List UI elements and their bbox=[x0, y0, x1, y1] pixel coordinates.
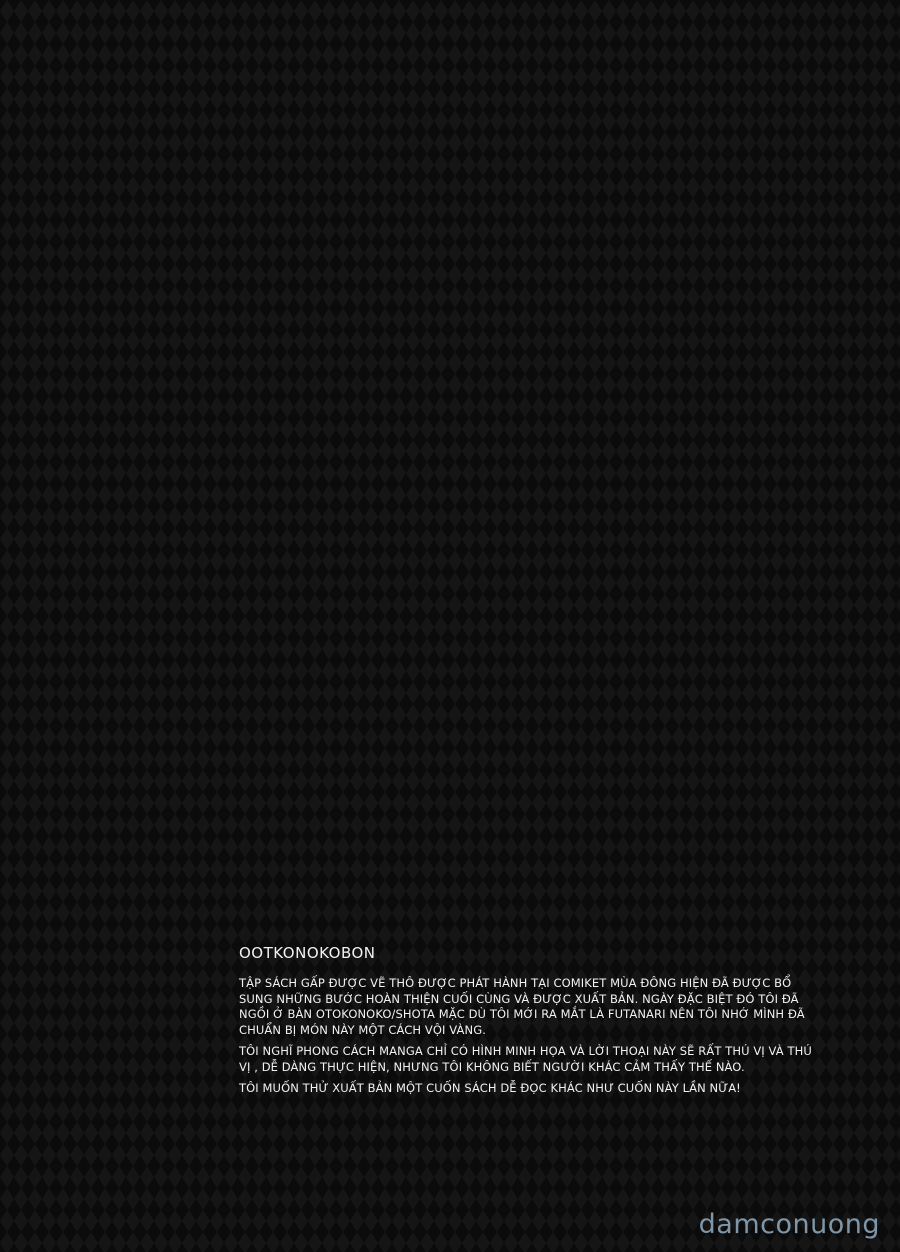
afterword-paragraph-1: TẬP SÁCH GẤP ĐƯỢC VẼ THÔ ĐƯỢC PHÁT HÀNH TẠI COMIKET MÙA ĐÔNG HIỆN ĐÃ ĐƯỢC BỔ SUNG NHỮNG BƯỚC HOÀN THIỆN CUỐI CÙNG VÀ ĐƯỢC XUẤT BẢN. NGÀY ĐẶC BIỆT ĐÓ TÔI ĐÃ NGỒI Ở BÀN OTOKONOKO/SHOTA MẶC DÙ TÔI MỚI RA MẮT LÀ FUTANARI NÊN TÔI NHỚ MÌNH ĐÃ CHUẨN BỊ MÓN NÀY MỘT CÁCH VỘI VÀNG. bbox=[239, 976, 805, 1037]
afterword-block bbox=[239, 944, 819, 1103]
site-watermark: damconuong bbox=[698, 1209, 880, 1240]
afterword-paragraph-2: TÔI NGHĨ PHONG CÁCH MANGA CHỈ CÓ HÌNH MINH HỌA VÀ LỜI THOẠI NÀY SẼ RẤT THÚ VỊ VÀ THÚ VỊ , DỄ DÀNG THỰC HIỆN, NHƯNG TÔI KHÔNG BIẾT NGƯỜI KHÁC CẢM THẤY THẾ NÀO. bbox=[239, 1044, 812, 1074]
afterword-paragraph-3: TÔI MUỐN THỬ XUẤT BẢN MỘT CUỐN SÁCH DỄ ĐỌC KHÁC NHƯ CUỐN NÀY LẦN NỮA! bbox=[239, 1081, 741, 1095]
afterword-title: OOTKONOKOBON bbox=[239, 944, 376, 962]
